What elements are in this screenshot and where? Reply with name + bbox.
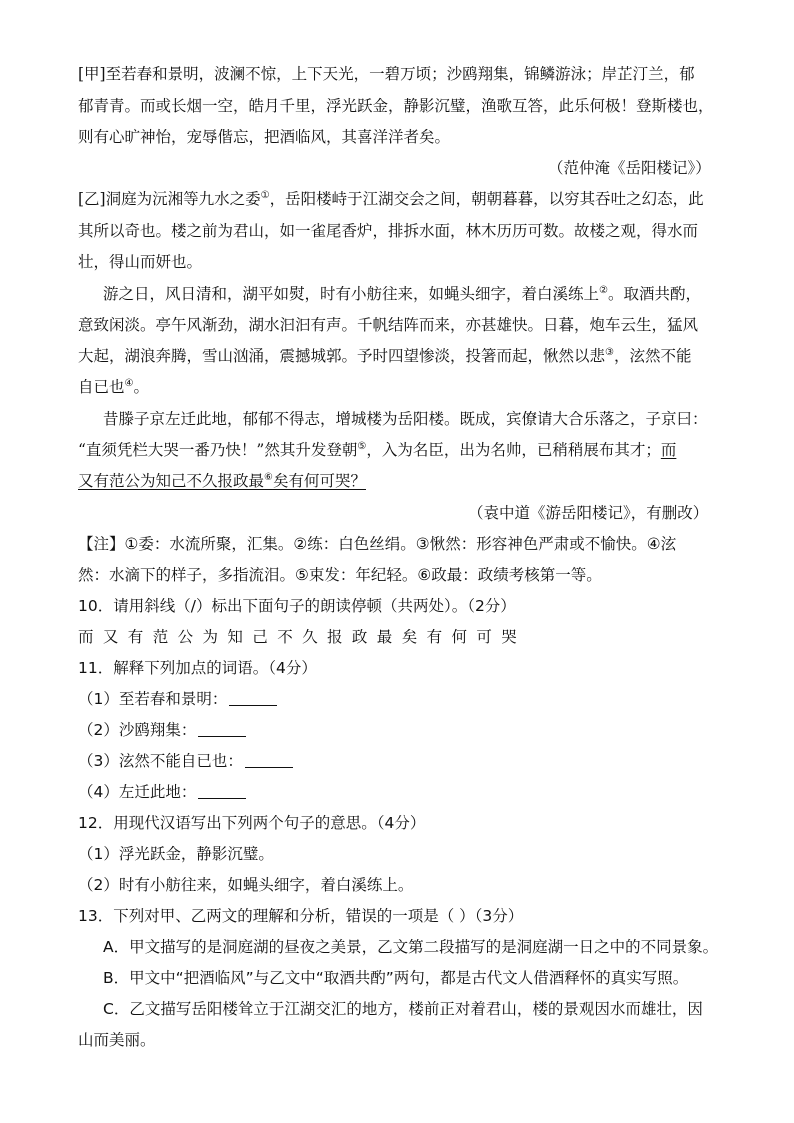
text-span: （3）泫然不能自已也：: [78, 752, 243, 770]
question-12-stem: 12．用现代汉语写出下列两个句子的意思。（4分）: [78, 814, 426, 832]
text-span: 。: [133, 378, 149, 396]
passage-b-p1-line-3: 壮，得山而妍也。: [78, 253, 203, 271]
text-span: （1）至若春和景明：: [78, 690, 228, 708]
footnote-marker-3: ③: [605, 346, 614, 358]
answer-blank[interactable]: [229, 691, 277, 706]
passage-b-p1-line-1: [78, 188, 704, 210]
text-span: （4）左迁此地：: [78, 783, 197, 801]
question-10-sentence: 而又有范公为知己不久报政最矣有何可哭: [78, 628, 527, 646]
footnote-marker-2: ②: [599, 284, 608, 296]
footnote-marker-6: ⑥: [264, 471, 273, 483]
option-b: B．甲文中“把酒临风”与乙文中“取酒共酌”两句，都是古代文人借酒释怀的真实写照。: [103, 969, 689, 987]
text-span: [乙]洞庭为沅湘等九水之委: [78, 190, 261, 208]
underlined-sentence-start: 而: [660, 441, 677, 459]
passage-b-p2-line-4: [78, 376, 149, 398]
question-11-item-3: [78, 750, 293, 772]
question-11-item-4: [78, 781, 246, 803]
notes-line-2: 然：水滴下的样子，多指流泪。⑤束发：年纪轻。⑥政最：政绩考核第一等。: [78, 566, 602, 584]
passage-b-p3-line-1: 昔滕子京左迁此地，郁郁不得志，增城楼为岳阳楼。既成，宾僚请大合乐落之，子京曰：: [103, 410, 708, 428]
passage-b-p3-line-3-underlined: [78, 470, 366, 492]
question-12-item-1: （1）浮光跃金，静影沉璧。: [78, 845, 274, 863]
option-c-line-1: C．乙文描写岳阳楼耸立于江湖交汇的地方，楼前正对着君山，楼的景观因水而雄壮，因: [103, 1000, 703, 1018]
text-span: 自已也: [78, 378, 125, 396]
answer-blank[interactable]: [198, 722, 246, 737]
question-11-item-1: [78, 688, 277, 710]
text-span: 矣有何可哭？: [272, 472, 366, 490]
question-12-item-2: （2）时有小舫往来，如蝇头细字，着白溪练上。: [78, 876, 414, 894]
passage-b-p2-line-1: [103, 283, 701, 305]
passage-a-line-3: 则有心旷神怡，宠辱偕忘，把酒临风，其喜洋洋者矣。: [78, 128, 451, 146]
text-span: 游之日，风日清和，湖平如熨，时有小舫往来，如蝇头细字，着白溪练上: [103, 285, 600, 303]
option-c-line-2: 山而美丽。: [78, 1031, 156, 1049]
footnote-marker-4: ④: [124, 377, 134, 389]
passage-b-p2-line-2: 意致闲淡。亭午风渐劲，湖水汩汩有声。千帆结阵而来，亦甚雄快。日暮，炮车云生，猛风: [78, 316, 699, 334]
passage-b-p3-line-2: [78, 439, 676, 461]
text-span: （2）沙鸥翔集：: [78, 721, 197, 739]
text-span: ，入为名臣，出为名帅，已稍稍展布其才；: [366, 441, 661, 459]
question-11-item-2: [78, 719, 246, 741]
footnote-marker-5: ⑤: [357, 440, 367, 452]
text-span: ，泫然不能: [613, 347, 692, 365]
passage-b-source: （袁中道《游岳阳楼记》，有删改）: [468, 504, 709, 522]
passage-a-line-1: [甲]至若春和景明，波澜不惊，上下天光，一碧万顷；沙鸥翔集，锦鳞游泳；岸芷汀兰，郁: [78, 65, 695, 83]
footnote-marker-1: ①: [260, 189, 270, 201]
passage-b-p2-line-3: [78, 345, 692, 367]
notes-line-1: 【注】①委：水流所聚，汇集。②练：白色丝绢。③愀然：形容神色严肃或不愉快。④泫: [78, 535, 677, 553]
passage-a-source: （范仲淹《岳阳楼记》）: [548, 159, 711, 177]
text-span: 。取酒共酌，: [607, 285, 701, 303]
text-span: ，岳阳楼峙于江湖交会之间，朝朝暮暮，以穷其吞吐之幻态，此: [269, 190, 704, 208]
question-13-stem: 13．下列对甲、乙两文的理解和分析，错误的一项是（ ）（3分）: [78, 907, 524, 925]
text-span: 又有范公为知己不久报政最: [78, 472, 265, 490]
option-a: A．甲文描写的是洞庭湖的昼夜之美景，乙文第二段描写的是洞庭湖一日之中的不同景象。: [103, 938, 719, 956]
answer-blank[interactable]: [245, 753, 293, 768]
answer-blank[interactable]: [198, 784, 246, 799]
text-span: 大起，湖浪奔腾，雪山汹涌，震撼城郭。予时四望惨淡，投箸而起，愀然以悲: [78, 347, 606, 365]
text-span: “直须凭栏大哭一番乃快！”然其升发登朝: [78, 441, 358, 459]
question-11-stem: 11．解释下列加点的词语。（4分）: [78, 659, 317, 677]
passage-b-p1-line-2: 其所以奇也。楼之前为君山，如一雀尾香炉，排拆水面，林木历历可数。故楼之观，得水而: [78, 222, 699, 240]
question-10-stem: 10．请用斜线（/）标出下面句子的朗读停顿（共两处）。（2分）: [78, 597, 516, 615]
passage-a-line-2: 郁青青。而或长烟一空，皓月千里，浮光跃金，静影沉璧，渔歌互答，此乐何极！登斯楼也，: [78, 97, 714, 115]
